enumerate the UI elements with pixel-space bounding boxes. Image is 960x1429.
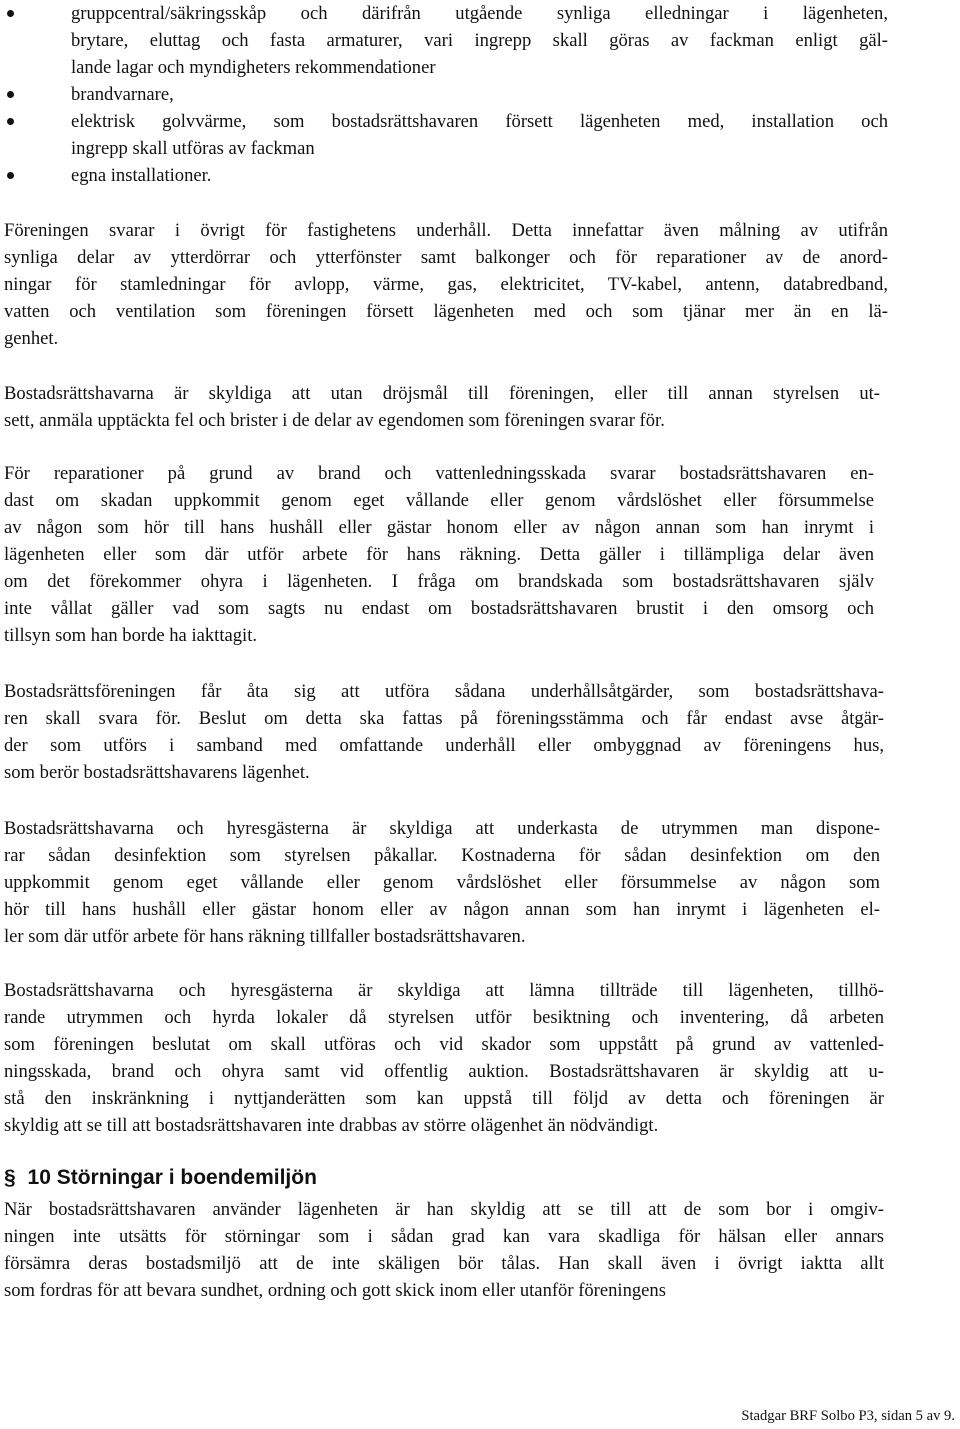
p2-line-2: sett, anmäla upptäckta fel och brister i de delar av egendomen som föreningen svarar för. <box>4 410 665 431</box>
bullet-3-line-2: ingrepp skall utföras av fackman <box>71 138 315 159</box>
paragraph-repairs-fire-water <box>4 460 874 649</box>
p5-line-3: uppkommit genom eget vållande eller genom vårdslöshet eller försummelse av någon som <box>4 872 880 893</box>
p7-line-3: försämra deras bostadsmiljö att de inte skäligen bör tålas. Han skall även i övrigt iaktta allt <box>4 1253 884 1274</box>
bullet-3-line-1: elektrisk golvvärme, som bostadsrättshavaren försett lägenheten med, installation och <box>71 111 888 132</box>
paragraph-disinfection <box>4 815 880 950</box>
p3-line-4: lägenheten eller som där utför arbete för hans räkning. Detta gäller i tillämpliga delar även <box>4 544 874 565</box>
p3-line-7: tillsyn som han borde ha iakttagit. <box>4 625 258 646</box>
p6-line-5: stå den inskränkning i nyttjanderätten som kan uppstå till följd av detta och föreningen är <box>4 1088 884 1109</box>
bullet-item-3 <box>4 108 888 162</box>
p1-line-2: synliga delar av ytterdörrar och ytterfönster samt balkonger och för reparationer av de anord- <box>4 247 888 268</box>
p6-line-3: som föreningen beslutat om skall utföras och vid skador som uppstått på grund av vattenled- <box>4 1034 884 1055</box>
p3-line-3: av någon som hör till hans hushåll eller gästar honom eller av någon annan som han inrymt i <box>4 517 874 538</box>
page-footer: Stadgar BRF Solbo P3, sidan 5 av 9. <box>741 1408 955 1424</box>
p5-line-2: rar sådan desinfektion som styrelsen påkallar. Kostnaderna för sådan desinfektion om den <box>4 845 880 866</box>
p3-line-1: För reparationer på grund av brand och vattenledningsskada svarar bostadsrättshavaren en- <box>4 463 874 484</box>
p6-line-2: rande utrymmen och hyrda lokaler då styrelsen utför besiktning och inventering, då arbeten <box>4 1007 884 1028</box>
bullet-1-line-3: lande lagar och myndigheters rekommendationer <box>71 57 436 78</box>
p7-line-4: som fordras för att bevara sundhet, ordning och gott skick inom eller utanför föreningens <box>4 1280 666 1301</box>
section-symbol: § <box>4 1166 16 1189</box>
p4-line-1: Bostadsrättsföreningen får åta sig att utföra sådana underhållsåtgärder, som bostadsrättshava- <box>4 681 884 702</box>
p6-line-1: Bostadsrättshavarna och hyresgästerna är skyldiga att lämna tillträde till lägenheten, tillhö- <box>4 980 884 1001</box>
paragraph-association-maintenance <box>4 678 884 786</box>
bullet-1-line-2: brytare, eluttag och fasta armaturer, vari ingrepp skall göras av fackman enligt gäl- <box>71 30 888 51</box>
section-title: 10 Störningar i boendemiljön <box>27 1166 317 1189</box>
p6-line-4: ningsskada, brand och ohyra samt vid offentlig auktion. Bostadsrättshavaren är skyldig att u- <box>4 1061 884 1082</box>
p4-line-3: der som utförs i samband med omfattande underhåll eller ombyggnad av föreningens hus, <box>4 735 884 756</box>
p7-line-2: ningen inte utsätts för störningar som i sådan grad kan vara skadliga för hälsan eller annars <box>4 1226 884 1247</box>
bullet-2-line-1: brandvarnare, <box>71 84 174 105</box>
p1-line-3: ningar för stamledningar för avlopp, värme, gas, elektricitet, TV-kabel, antenn, databredband, <box>4 274 888 295</box>
bullet-list <box>4 0 888 189</box>
paragraph-disturbances <box>4 1196 884 1304</box>
bullet-1-line-1: gruppcentral/säkringsskåp och därifrån utgående synliga elledningar i lägenheten, <box>71 3 888 24</box>
p1-line-4: vatten och ventilation som föreningen försett lägenheten med och som tjänar mer än en lä- <box>4 301 888 322</box>
paragraph-access <box>4 977 884 1139</box>
p4-line-2: ren skall svara för. Beslut om detta ska fattas på föreningsstämma och får endast avse åtgär- <box>4 708 884 729</box>
p3-line-5: om det förekommer ohyra i lägenheten. I fråga om brandskada som bostadsrättshavaren själv <box>4 571 874 592</box>
paragraph-maintenance <box>4 217 888 352</box>
p5-line-5: ler som där utför arbete för hans räkning tillfaller bostadsrättshavaren. <box>4 926 526 947</box>
bullet-item-2 <box>4 81 888 108</box>
p6-line-6: skyldig att se till att bostadsrättshavaren inte drabbas av större olägenhet än nödvändigt. <box>4 1115 659 1136</box>
bullet-item-1 <box>4 0 888 81</box>
p1-line-5: genhet. <box>4 328 59 349</box>
bullet-4-line-1: egna installationer. <box>71 165 212 186</box>
section-heading <box>4 1163 317 1193</box>
paragraph-report-faults <box>4 380 880 434</box>
p1-line-1: Föreningen svarar i övrigt för fastighetens underhåll. Detta innefattar även målning av utifrån <box>4 220 888 241</box>
p4-line-4: som berör bostadsrättshavarens lägenhet. <box>4 762 310 783</box>
p3-line-2: dast om skadan uppkommit genom eget vållande eller genom vårdslöshet eller försummelse <box>4 490 874 511</box>
p3-line-6: inte vållat gäller vad som sagts nu endast om bostadsrättshavaren brustit i den omsorg och <box>4 598 874 619</box>
p7-line-1: När bostadsrättshavaren använder lägenheten är han skyldig att se till att de som bor i omgiv- <box>4 1199 884 1220</box>
p5-line-1: Bostadsrättshavarna och hyresgästerna är skyldiga att underkasta de utrymmen man dispone- <box>4 818 880 839</box>
bullet-item-4 <box>4 162 888 189</box>
p2-line-1: Bostadsrättshavarna är skyldiga att utan dröjsmål till föreningen, eller till annan styrelsen ut- <box>4 383 880 404</box>
p5-line-4: hör till hans hushåll eller gästar honom eller av någon annan som han inrymt i lägenheten el- <box>4 899 880 920</box>
